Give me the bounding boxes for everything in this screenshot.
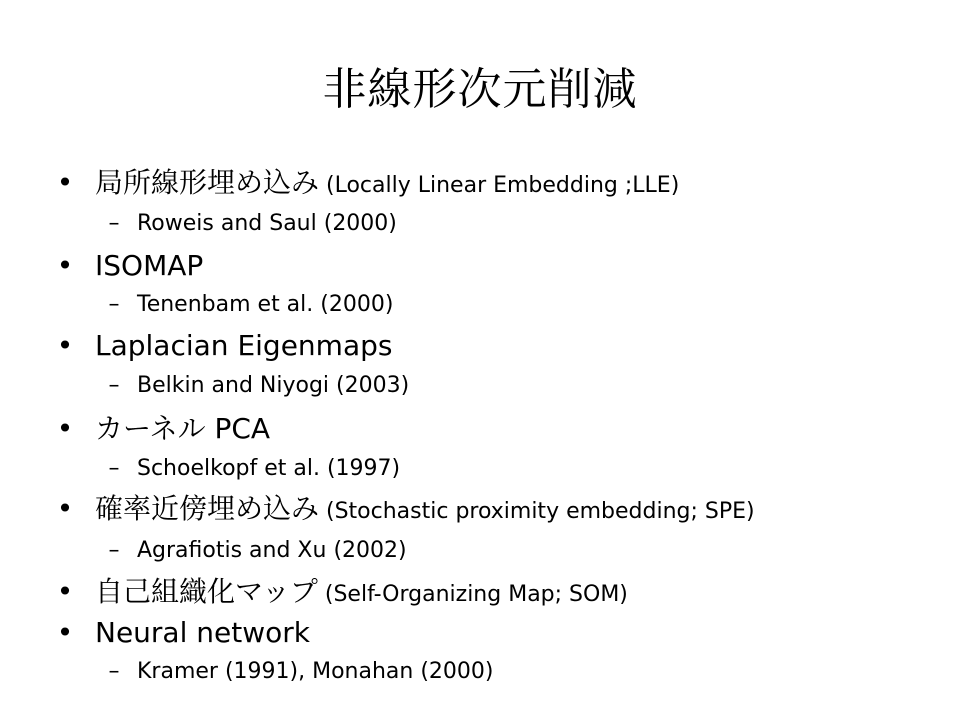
list-item: [56, 489, 755, 532]
item-text: カーネル PCA: [95, 412, 271, 445]
subitem-text: Schoelkopf et al. (1997): [137, 456, 401, 481]
dash-icon: –: [108, 211, 120, 236]
list-subitem: [108, 370, 410, 402]
item-text: 確率近傍埋め込み: [95, 492, 320, 525]
subitem-text: Roweis and Saul (2000): [137, 211, 397, 236]
subitem-text: Kramer (1991), Monahan (2000): [137, 659, 494, 684]
list-subitem: [108, 535, 407, 567]
list-item: [56, 246, 204, 286]
list-subitem: [108, 289, 394, 321]
subitem-text: Agrafiotis and Xu (2002): [137, 538, 407, 563]
bullet-icon: •: [56, 166, 74, 199]
item-annotation: (Stochastic proximity embedding; SPE): [319, 499, 755, 524]
dash-icon: –: [108, 373, 120, 398]
item-text: Neural network: [95, 616, 310, 649]
list-subitem: [108, 453, 401, 485]
list-item: [56, 326, 393, 366]
list-subitem: [108, 208, 397, 240]
bullet-icon: •: [56, 575, 74, 608]
dash-icon: –: [108, 456, 120, 481]
list-item: [56, 163, 680, 206]
list-item: [56, 409, 271, 449]
list-subitem: [108, 656, 494, 688]
bullet-icon: •: [56, 616, 74, 649]
item-annotation: (Locally Linear Embedding ;LLE): [319, 173, 680, 198]
bullet-icon: •: [56, 412, 74, 445]
subitem-text: Tenenbam et al. (2000): [137, 292, 394, 317]
list-item: [56, 572, 628, 615]
item-text: ISOMAP: [95, 249, 204, 282]
dash-icon: –: [108, 292, 120, 317]
bullet-icon: •: [56, 249, 74, 282]
dash-icon: –: [108, 659, 120, 684]
list-item: [56, 613, 310, 653]
item-text: 局所線形埋め込み: [95, 166, 320, 199]
item-annotation: (Self-Organizing Map; SOM): [317, 582, 628, 607]
item-text: 自己組織化マップ: [95, 575, 318, 608]
bullet-icon: •: [56, 329, 74, 362]
item-text: Laplacian Eigenmaps: [95, 329, 393, 362]
slide-title: 非線形次元削減: [322, 64, 638, 115]
bullet-icon: •: [56, 492, 74, 525]
dash-icon: –: [108, 538, 120, 563]
subitem-text: Belkin and Niyogi (2003): [137, 373, 410, 398]
